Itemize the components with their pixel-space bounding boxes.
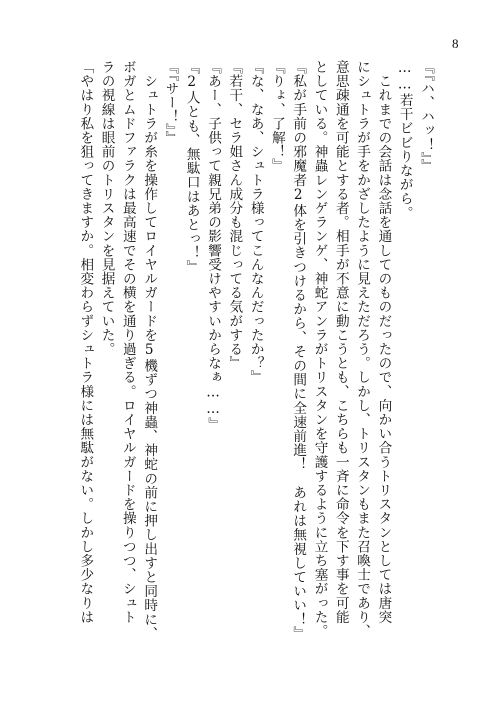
text-line: 『りょ、了解！』 [268,60,285,173]
text-line: 「やはり私を狙ってきますか。相変わらずシュトラ様には無駄がない。しかし多少なりは [77,60,94,624]
text-line: としている。神蟲レンゲランゲ、神蛇アンラがトリスタンを守護するように立ち塞がった。 [311,60,328,639]
body-text [74,60,436,670]
text-line: 『私が手前の邪魔者2体を引きつけるから、その間に全速前進！ あれは無視していい！』 [290,60,307,641]
text-line: 意思疎通を可能とする者。相手が不意に動こうとも、こちらも一斉に命令を下す事を可能 [332,60,349,624]
page-number: 8 [452,36,459,51]
text-line: 『2人とも、無駄口はあとっ！』 [183,60,200,274]
text-line: 『『ハ、ハッ！』』 [418,60,434,174]
text-line: にシュトラが手をかざしたように見えただろう。しかし、トリスタンもまた召喚士であり、 [354,60,371,639]
text-line: ……若干ビビりながら。 [396,60,413,220]
text-line: 『『サー！』』 [162,60,179,146]
text-line: 『若干、セラ姐さん成分も混じってる気がする』 [226,60,243,371]
text-line: ボガとムドファラクは最高速でその横を通り過ぎる。ロイヤルガードを操りつつ、シュト [119,60,136,624]
text-line: ラの視線は眼前のトリスタンを見据えていた。 [98,60,115,357]
text-line: 『な、なあ、シュトラ様ってこんなんだったか？』 [247,60,264,385]
text-line: 『あー、子供って親兄弟の影響受けやすいからなぁ……』 [205,60,222,432]
text-line: これまでの会話は念話を通してのものだったので、向かい合うトリスタンとしては唐突 [375,60,392,624]
text-line: シュトラが糸を操作してロイヤルガードを5機ずつ神蟲、神蛇の前に押し出すと同時に、 [141,60,158,641]
